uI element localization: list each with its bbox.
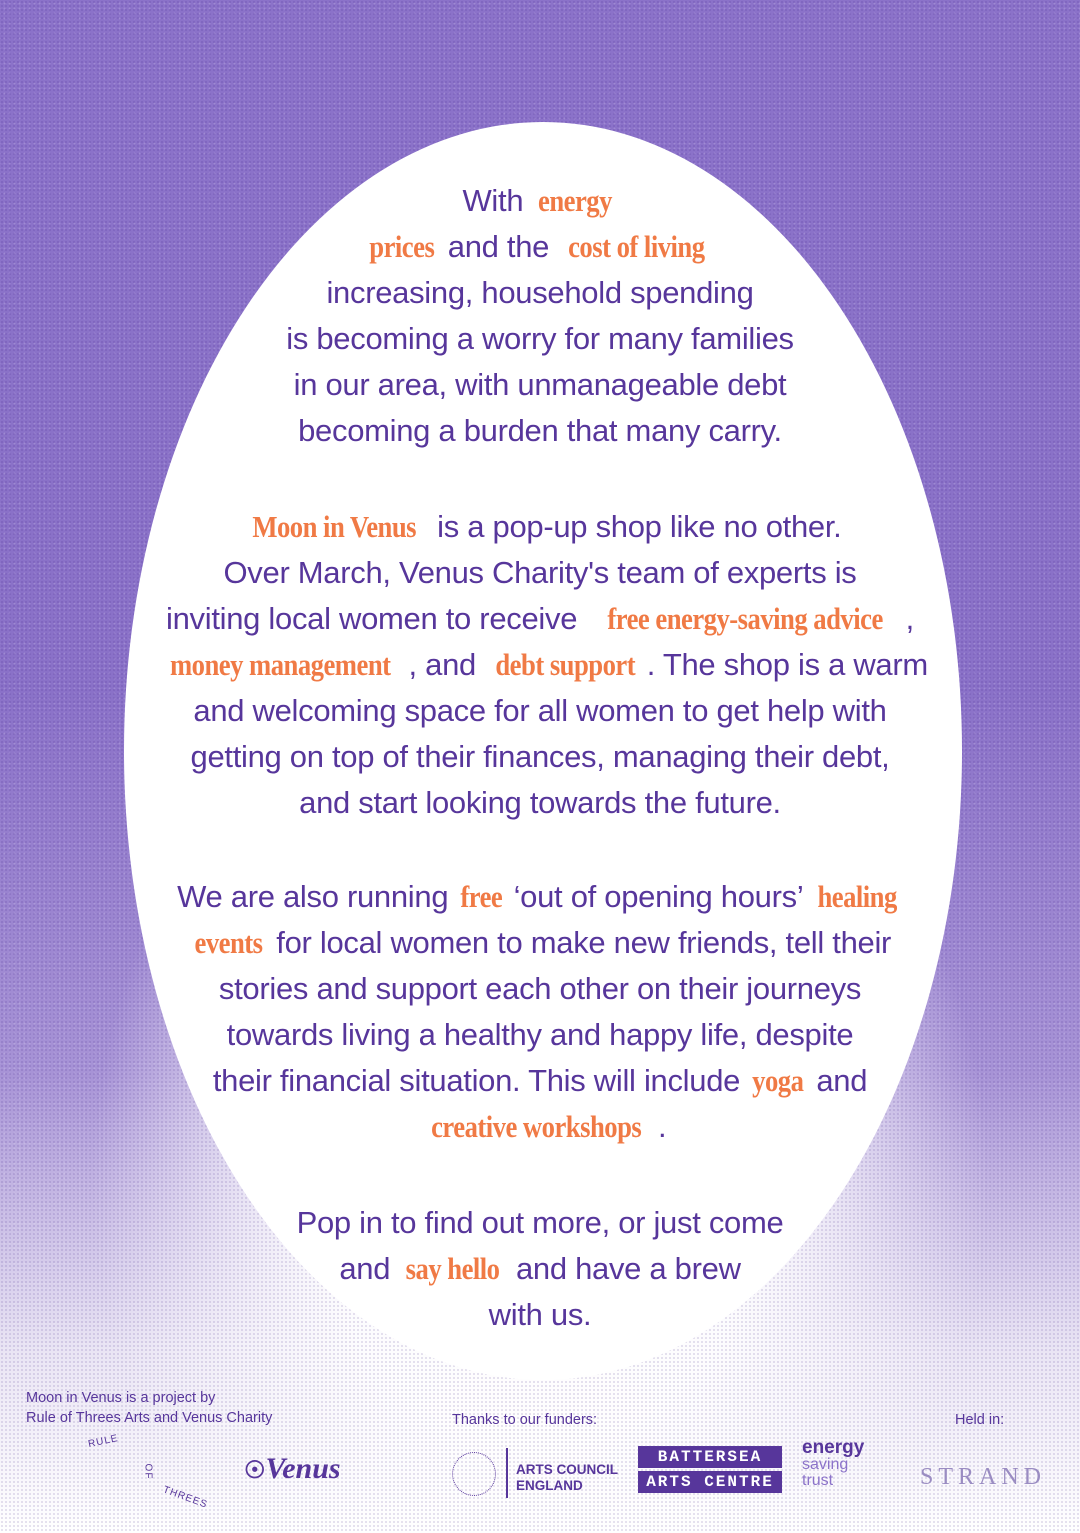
highlight-prices: prices <box>369 229 435 264</box>
arts-council-logo: ARTS COUNCIL ENGLAND <box>452 1448 624 1500</box>
strand-logo: STRAND <box>920 1464 1047 1490</box>
cta-paragraph: Pop in to find out more, or just come and say hello and have a brew with us. <box>296 1205 784 1332</box>
rule-of-threes-logo: RULE OF THREES <box>87 1432 210 1511</box>
project-credit: Moon in Venus is a project by Rule of Threes Arts and Venus Charity <box>26 1390 273 1426</box>
highlight-moon-in-venus: Moon in Venus <box>251 509 416 544</box>
about-paragraph: Moon in Venus is a pop-up shop like no other. Over March, Venus Charity's team of experts is inviting local women to receive free energy-saving advice , money management , and debt support . The shop is a warm and welcoming space for all women to get help with getting on top of their finances, managing their debt, and start looking towards the future. <box>100 504 980 826</box>
highlight-events: events <box>194 925 263 960</box>
highlight-money-management: money management <box>169 647 391 682</box>
highlight-debt-support: debt support <box>495 647 636 682</box>
venus-logo: ☉Venus <box>244 1452 341 1485</box>
highlight-yoga: yoga <box>752 1063 804 1098</box>
highlight-energy-advice: free energy-saving advice <box>607 601 884 636</box>
highlight-creative-workshops: creative workshops <box>430 1109 641 1144</box>
events-paragraph: We are also running free ‘out of opening hours’ healing events for local women to make new friends, tell their stories and support each other on their journeys towards living a healthy and happy life, despite their financial situation. This will include yoga and creative workshops . <box>100 874 980 1150</box>
highlight-healing: healing <box>817 879 897 914</box>
highlight-cost-of-living: cost of living <box>568 229 706 264</box>
venus-sun-icon: ☉ <box>244 1458 266 1484</box>
intro-paragraph: With energy prices and the cost of living increasing, household spending is becoming a worry for many families in our area, with unmanageable debt becoming a burden that many carry. <box>100 178 980 454</box>
funders-label: Thanks to our funders: <box>452 1412 598 1428</box>
energy-saving-trust-logo: energy saving trust <box>802 1437 865 1489</box>
highlight-say-hello: say hello <box>406 1251 500 1286</box>
held-in-label: Held in: <box>955 1412 1005 1428</box>
battersea-arts-centre-logo: BATTERSEA ARTS CENTRE <box>638 1446 782 1496</box>
highlight-free: free <box>460 879 502 914</box>
highlight-energy: energy <box>537 183 612 218</box>
